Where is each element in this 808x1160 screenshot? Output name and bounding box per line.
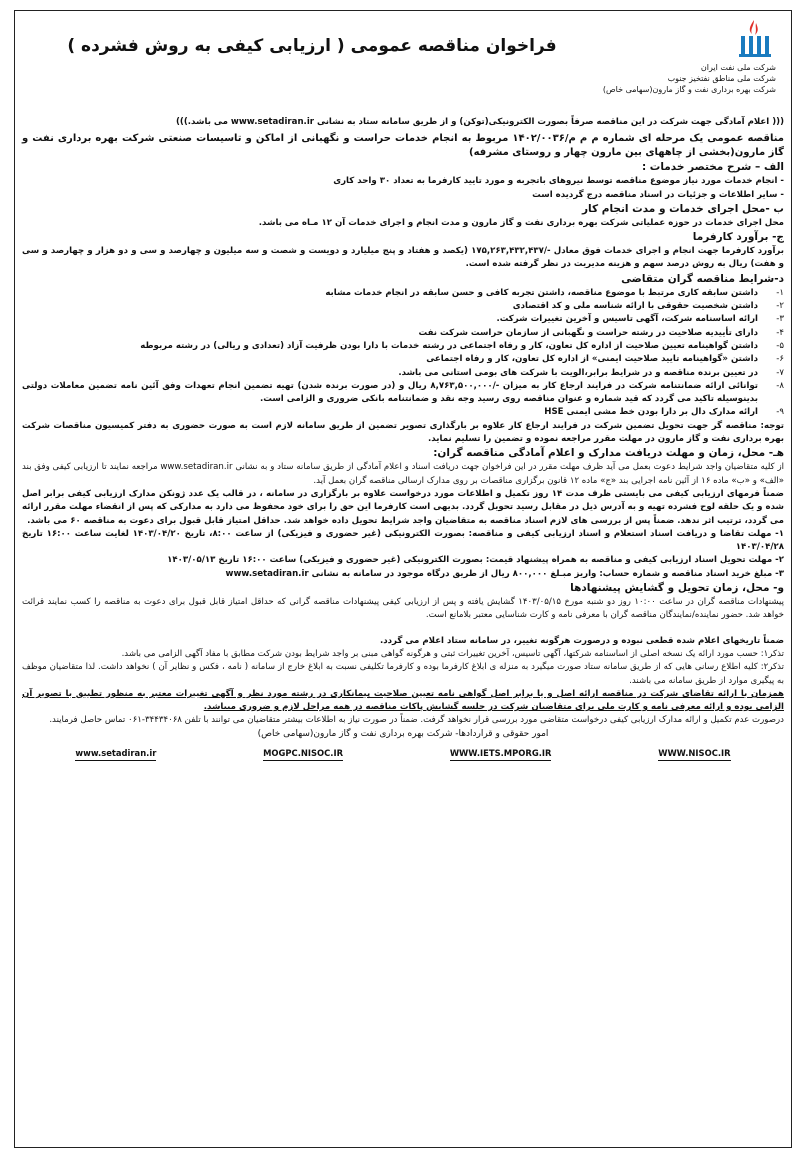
note-2: تذکر۲: کلیه اطلاع رسانی هایی که از طریق سامانه ستاد صورت میگیرد به منزله ی ابلاغ کارفرما بوده و کارفرما تکلیفی نسبت به ابلاغ خارج از سامانه ( نامه ، فکس و نظایر آن ) نخواهد داشت. لذا متقاضیان موظف به پیگیری موارد از طریق سامانه می باشند. xyxy=(22,662,784,686)
condition-number: ۹- xyxy=(776,407,784,418)
condition-item xyxy=(22,367,784,380)
section-d-heading: د-شرایط مناقصه گران متقاضی xyxy=(621,272,784,285)
condition-text: داشتن گواهینامه تعیین صلاحیت از اداره کل تعاون، کار و رفاه اجتماعی در رشته خدمات با دارا بودن ظرفیت آزاد (تعدادی و ریالی) در رشته مربوطه xyxy=(140,340,758,351)
condition-number: ۷- xyxy=(776,367,784,378)
company-names xyxy=(586,62,776,95)
condition-number: ۱- xyxy=(776,287,784,298)
section-b-text: محل اجرای خدمات در حوزه عملیاتی شرکت بهره برداری نفت و گاز مارون و مدت انجام و اجرای خدمات آن ۱۲ مـاه می باشد. xyxy=(258,217,784,228)
section-c-heading: ج- برآورد کارفرما xyxy=(692,231,784,244)
condition-text: دارای تأییدیه صلاحیت در رشته حراست و نگهبانی از سازمان حراست شرکت نفت xyxy=(418,327,758,338)
section-e-heading: هـ- محل، زمان و مهلت دریافت مدارک و اعلام آمادگی مناقصه گران: xyxy=(433,447,784,460)
company-line: شرکت ملی نفت ایران xyxy=(700,63,776,72)
section-f-heading: و- محل، زمان تحویل و گشایش پیشنهادها xyxy=(570,582,784,595)
footer-link[interactable]: WWW.IETS.MPORG.IR xyxy=(450,747,552,761)
footer-link[interactable]: MOGPC.NISOC.IR xyxy=(263,747,343,761)
condition-item xyxy=(22,406,784,419)
condition-text: ارائه اساسنامه شرکت، آگهی تاسیس و آخرین تغییرات شرکت. xyxy=(496,314,758,325)
condition-item xyxy=(22,327,784,340)
header xyxy=(22,18,784,112)
condition-text: توانائی ارائه ضمانتنامه شرکت در فرایند ارجاع کار به میزان -/۸,۷۶۳,۵۰۰,۰۰۰ ریال و (در صورت برنده شدن) تهیه تضمین انجام تعهدات وفق آئین نامه تضمین معاملات دولتی بدینوسیله تاکید می گردد که قید شماره و عنوان مناقصه روی رسید وجه نقد و ضمانتنامه بانکی ضروری و الزامی است. xyxy=(22,380,758,405)
condition-text: در تعیین برنده مناقصه و در شرایط برابر،الویت با شرکت های بومی استانی می باشد. xyxy=(398,367,758,378)
section-e-paragraph: ضمناً فرمهای ارزیابی کیفی می بایستی ظرف مدت ۱۴ روز تکمیل و اطلاعات مورد درخواست علاوه بر بارگزاری در سامانه ، در قالب یک عدد ژونکن مدارک ارزیابی کیفی برابر اصل شده و یک حلقه لوح فشرده تهیه و به آدرس ذیل در مقابل رسید تحویل گردد. بدیهی است کارفرما این حق را برای خود محفوظ می دارد به مدارکی که پس از انقضاء مهلت مقرر ارائه می گردد، ترتیب اثر ندهد. ضمناً پس از بررسی های لازم اسناد مناقصه به متقاضیان واجد شرایط تحویل داده خواهد شد. حداقل امتیاز قابل قبول برای دعوت به مناقصه ۶۰ می باشد. xyxy=(22,488,784,526)
note-1: تذکر۱: حسب مورد ارائه یک نسخه اصلی از اساسنامه شرکتها، آگهی تاسیس، آخرین تغییرات ثبتی و هرگونه گواهی مبنی بر واجد شرایط بودن شرکت مطابق با مفاد آگهی الزامی می باشد. xyxy=(121,648,784,659)
section-a-line: - سایر اطلاعات و جزئیات در اسناد مناقصه درج گردیده است xyxy=(532,189,784,200)
condition-item xyxy=(22,353,784,366)
condition-item xyxy=(22,340,784,353)
deadline-line: ۳- مبلغ خرید اسناد مناقصه و شماره حساب: واریز مبـلغ ۸۰۰,۰۰۰ ریال از طریق درگاه موجود در سامانه به نشانی www.setadiran.ir xyxy=(225,568,784,579)
section-b-heading: ب -محل اجرای خدمات و مدت انجام کار xyxy=(582,202,784,215)
section-a-heading: الف – شرح مختصر خدمات : xyxy=(641,161,784,174)
footer-links xyxy=(22,747,784,761)
intro-text: ((( اعلام آمادگی جهت شرکت در این مناقصه صرفاً بصورت الکترونیکی(توکن) و از طریق سامانه ستاد به نشانی www.setadiran.ir می باشد.))) xyxy=(176,117,784,127)
condition-text: داشتن سابقه کاری مرتبط با موضوع مناقصه، داشتن تجربه کافی و حسن سابقه در انجام خدمات مشابه xyxy=(325,287,758,298)
deadline-line: ۲- مهلت تحویل اسناد ارزیابی کیفی و مناقصه به همراه پیشنهاد قیمت: بصورت الکترونیکی (غیر حضوری و فیزیکی) ساعت ۱۶:۰۰ تاریخ ۱۴۰۳/۰۵/۱۳ xyxy=(167,555,784,566)
notes-intro: ضمناً تاریخهای اعلام شده قطعی نبوده و درصورت هرگونه تغییر، در سامانه ستاد اعلام می گردد. xyxy=(379,635,784,646)
note-4: درصورت عدم تکمیل و ارائه مدارک ارزیابی کیفی درخواست متقاضی مورد بررسی قرار نخواهد گرفت. ضمناً در صورت نیاز به اطلاعات بیشتر متقاضیان می توانند با تلفن ۳۴۴۳۴۰۶۸-۰۶۱ تماس حاصل فرمایند. xyxy=(49,715,784,726)
nioc-logo-icon xyxy=(732,18,776,62)
company-line: شرکت بهره برداری نفت و گاز مارون(سهامی خاص) xyxy=(602,85,776,94)
signature-line: امور حقوقی و قراردادها- شرکت بهره برداری نفت و گاز مارون(سهامی خاص) xyxy=(257,728,549,739)
page-title: فراخوان مناقصه عمومی ( ارزیابی کیفی به روش فشرده ) xyxy=(67,36,557,56)
condition-number: ۸- xyxy=(776,380,784,391)
deadline-line: ۱- مهلت تقاضا و دریافت اسناد استعلام و اسناد ارزیابی کیفی و مناقصه: بصورت الکترونیکی (غیر حضوری و فیزیکی) از ساعت ۸:۰۰، تاریخ ۱۴۰۳/۰۴/۲۰ لغایت ساعت ۱۶:۰۰ تاریخ ۱۴۰۳/۰۴/۲۸ xyxy=(22,528,784,553)
condition-text: داشتن شخصیت حقوقی با ارائه شناسه ملی و کد اقتصادی xyxy=(512,301,758,312)
footer-link[interactable]: WWW.NISOC.IR xyxy=(658,747,730,761)
condition-number: ۴- xyxy=(776,327,784,338)
notice-body xyxy=(22,116,784,1138)
section-c-text: برآورد کارفرما جهت انجام و اجرای خدمات فوق معادل -/۱۷۵,۲۶۳,۴۳۲,۴۳۷ (یکصد و هفتاد و پنج میلیارد و دویست و شصت و سه میلیون و چهارصد و سی و دو هزار و چهارصد و سی و هفت) ریال به روش درصد سهم و هزینه مدیریت در نظر گرفته شده است. xyxy=(22,246,784,270)
footer-link[interactable]: www.setadiran.ir xyxy=(75,747,156,761)
tender-title: مناقصه عمومی یک مرحله ای شماره م م م/۱۴۰۲/۰۰۳۶ مربوط به انجام خدمات حراست و نگهبانی از اماکن و تاسیسات صنعتی شرکت بهره برداری نفت و گاز مارون(بخشی از چاههای بین مارون چهار و روستای مشرفه) xyxy=(22,133,784,159)
section-e-paragraph: از کلیه متقاضیان واجد شرایط دعوت بعمل می آید ظرف مهلت مقرر در این فراخوان جهت دریافت اسناد و اعلام آمادگی از طریق سامانه ستاد و به نشانی www.setadiran.ir مراجعه نمایند تا ارزیابی کیفی وفق بند «الف» و «ب» ماده ۱۶ از آئین نامه اجرایی بند «ج» ماده ۱۲ قانون برگزاری مناقصات بر روی مدارک ارسالی مناقصه گران بعمل آید. xyxy=(22,462,784,486)
condition-number: ۳- xyxy=(776,314,784,325)
guarantee-note: توجه: مناقصه گر جهت تحویل تضمین شرکت در فرایند ارجاع کار علاوه بر بارگذاری تصویر تضمین از طریق سامانه لازم است به صورت حضوری به دفتر کمیسیون مناقصات شرکت بهره برداری نفت و گاز مارون در مهلت مقرر مراجعه نموده و تضمین را تسلیم نماید. xyxy=(22,420,784,445)
condition-text: ارائه مدارک دال بر دارا بودن خط مشی ایمنی HSE xyxy=(544,407,758,418)
section-a-line: - انجام خدمات مورد نیاز موضوع مناقصه توسط نیروهای باتجربه و مورد تایید کارفرما به تعداد ۳۰ واحد کاری xyxy=(333,176,784,187)
condition-number: ۵- xyxy=(776,340,784,351)
company-line: شرکت ملی مناطق نفتخیز جنوب xyxy=(667,74,776,83)
condition-item xyxy=(22,300,784,313)
note-3: همزمان با ارائه تقاضای شرکت در مناقصه ارائه اصل و یا برابر اصل گواهی نامه تعیین صلاحیت پیمانکاری در رشته مورد نظر و آگهی تغییرات معتبر به منظور تطبیق با تصویر آن الزامی بوده و ارائه معرفی نامه و کارت ملی برای متقاضیان شرکت در جلسه گشایش پاکات مناقصه در همه مراحل لازم و ضروری میباشد. xyxy=(22,688,784,713)
condition-item xyxy=(22,313,784,326)
section-f-text: پیشنهادات مناقصه گران در ساعت ۱۰:۰۰ روز دو شنبه مورخ ۱۴۰۳/۰۵/۱۵ گشایش یافته و پس از ارزیابی کیفی پیشنهادات مناقصه گرانی که حداقل امتیاز قابل قبول برای دعوت به مناقصه را کسب نمایند قرائت خواهد شد. حضور نماینده/نمایندگان مناقصه گران با معرفی نامه و کارت شناسایی معتبر بلامانع است. xyxy=(22,597,785,621)
company-block xyxy=(584,18,784,112)
condition-item xyxy=(22,380,784,407)
condition-text: داشتن «گواهینامه تایید صلاحیت ایمنی» از اداره کل تعاون، کار و رفاه اجتماعی xyxy=(426,354,758,365)
condition-item xyxy=(22,287,784,300)
condition-number: ۶- xyxy=(776,354,784,365)
condition-number: ۲- xyxy=(776,301,784,312)
